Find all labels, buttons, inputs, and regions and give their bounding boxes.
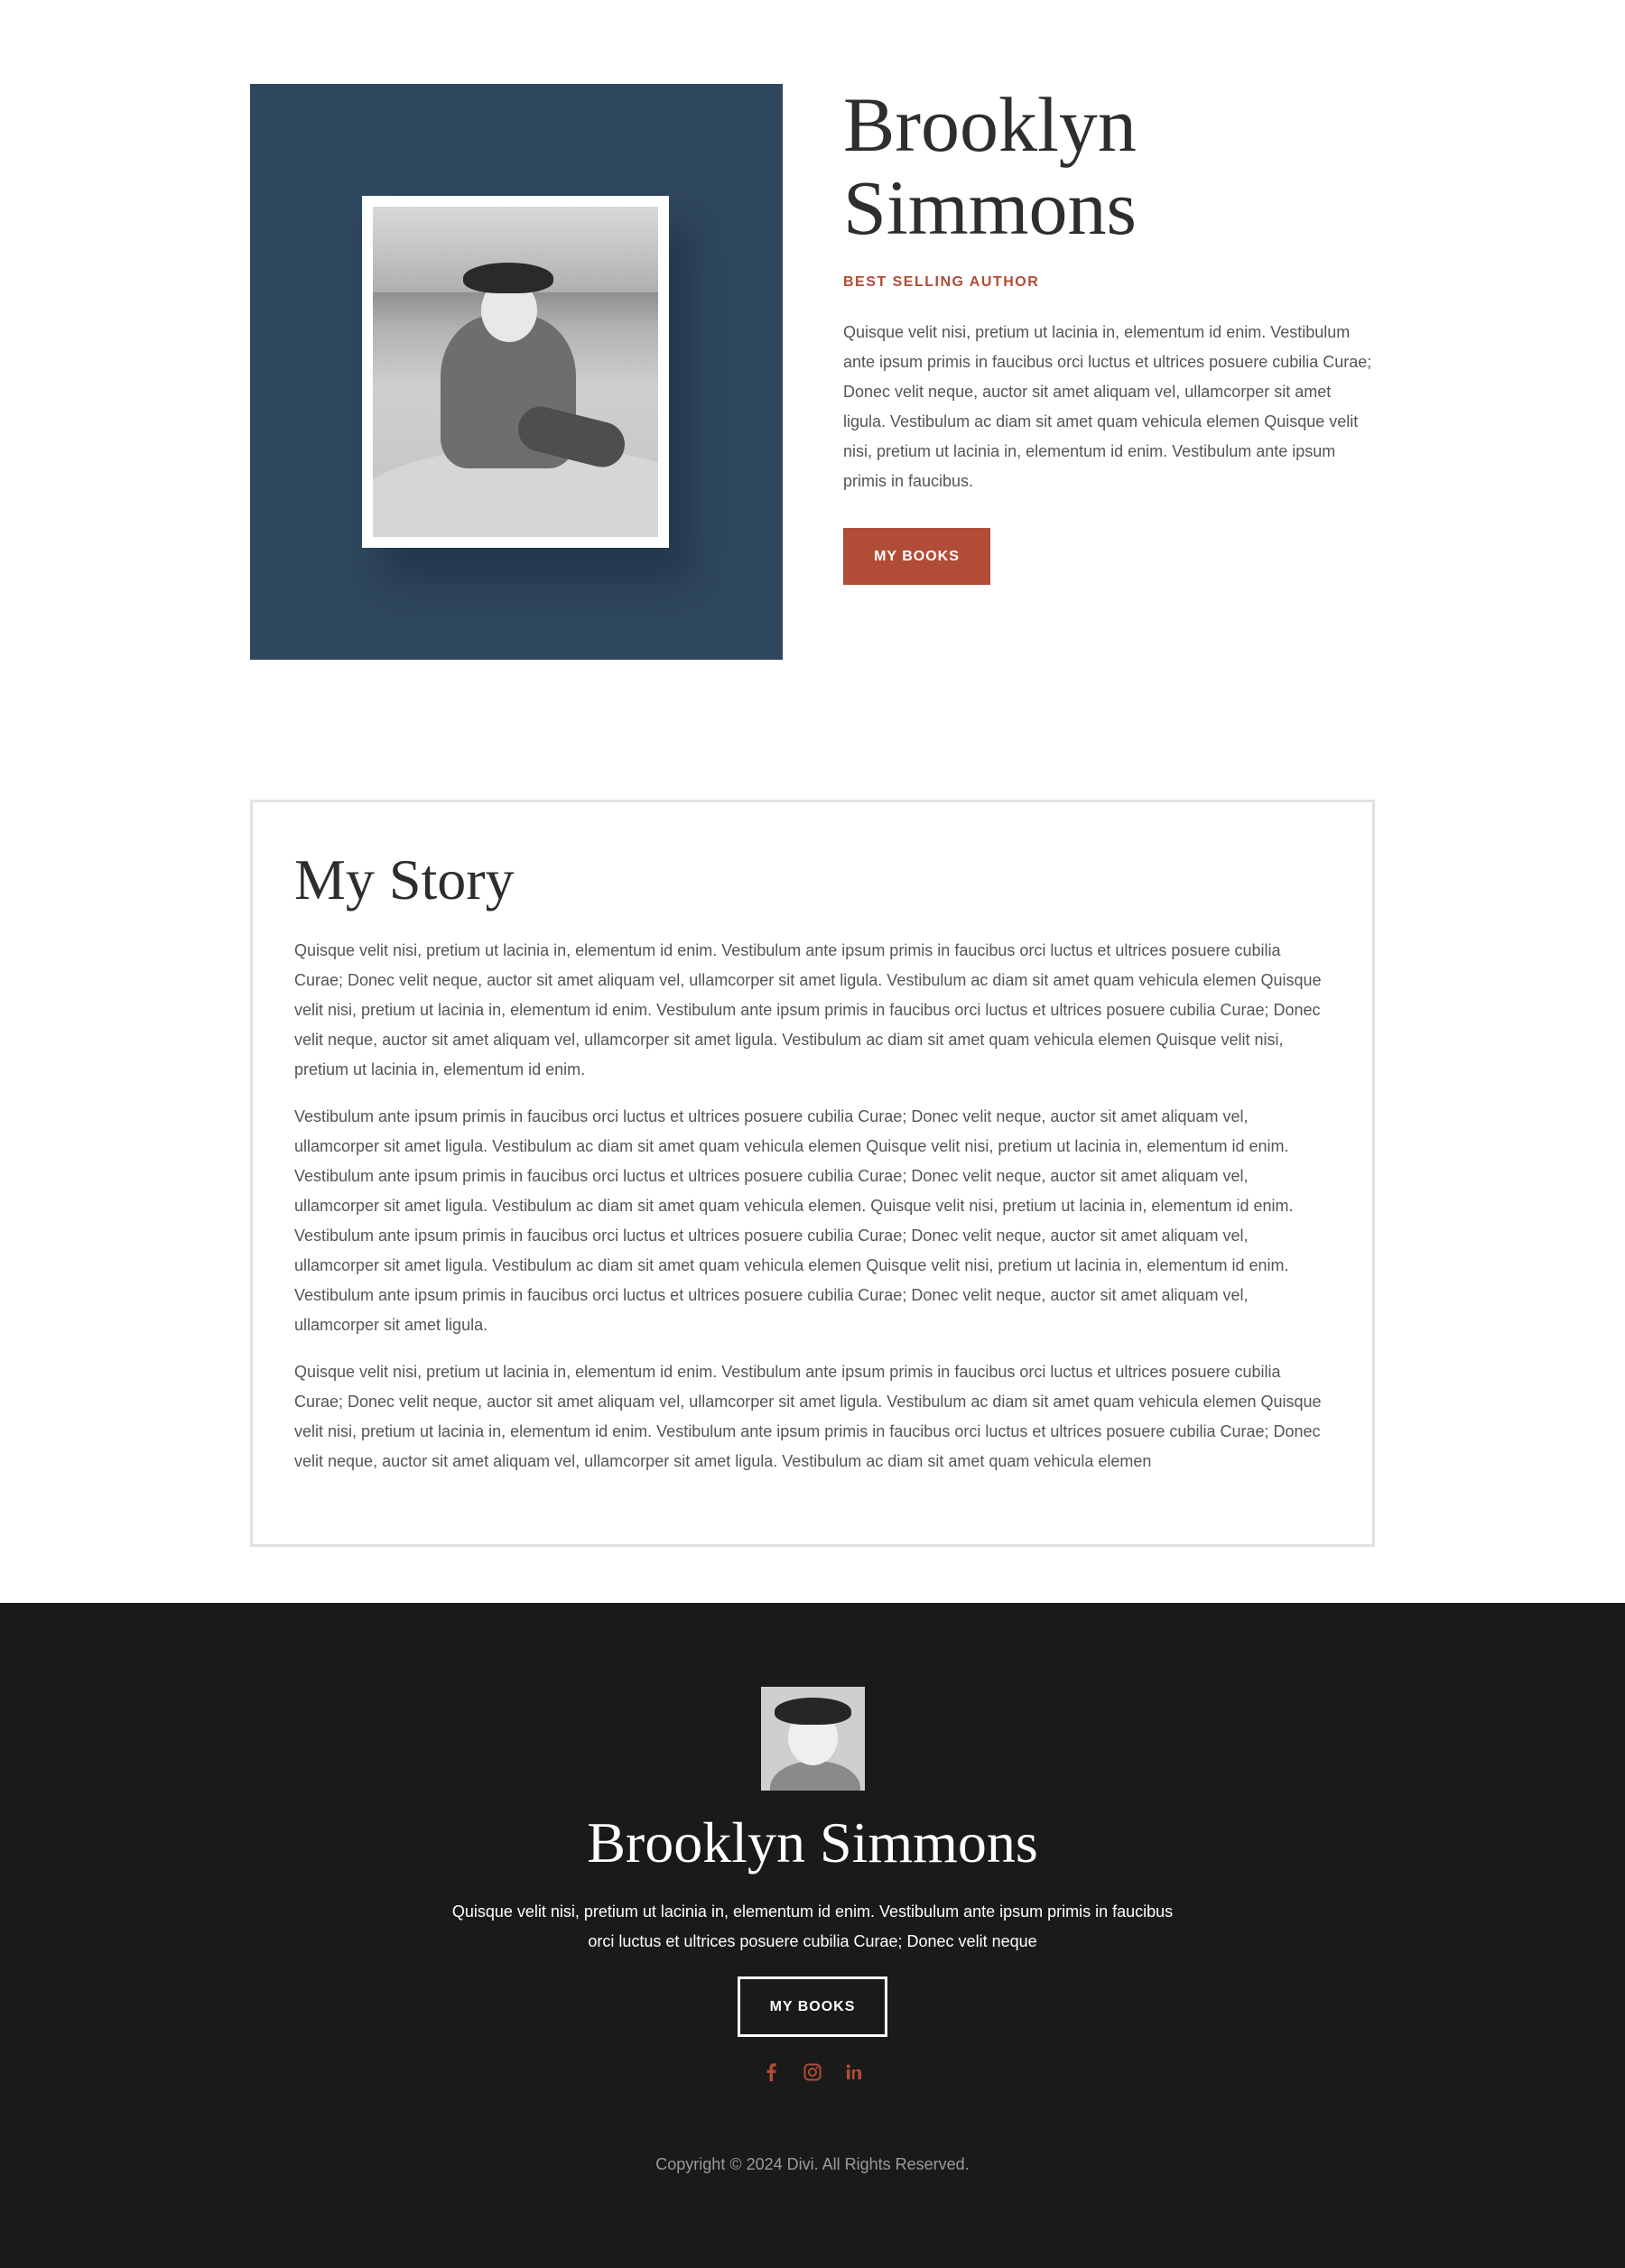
copyright-text: Copyright © 2024 Divi. All Rights Reserved. [655,2155,970,2173]
my-books-button[interactable]: MY BOOKS [843,528,990,585]
facebook-icon[interactable] [760,2059,782,2086]
author-portrait-frame [362,196,669,548]
story-paragraph-3: Quisque velit nisi, pretium ut lacinia in, elementum id enim. Vestibulum ante ipsum primis in faucibus orci luctus et ultrices posuere cubilia Curae; Donec velit neque, auctor sit amet aliquam vel, ullamcorper sit amet ligula. Vestibulum ac diam sit amet quam vehicula elemen Quisque velit nisi, pretium ut lacinia in, elementum id enim. Vestibulum ante ipsum primis in faucibus orci luctus et ultrices posuere cubilia Curae; Donec velit neque, auctor sit amet aliquam vel, ullamcorper sit amet ligula. Vestibulum ac diam sit amet quam vehicula elemen [294,1363,1322,1470]
footer [0,1603,1625,2268]
story-title: My Story [294,847,515,912]
hero-description: Quisque velit nisi, pretium ut lacinia in, elementum id enim. Vestibulum ante ipsum primis in faucibus orci luctus et ultrices posuere cubilia Curae; Donec velit neque, auctor sit amet aliquam vel, ullamcorper sit amet ligula. Vestibulum ac diam sit amet quam vehicula elemen Quisque velit nisi, pretium ut lacinia in, elementum id enim. Vestibulum ante ipsum primis in faucibus. [843,323,1372,490]
hero-author-name: Brooklyn Simmons [843,81,1137,251]
my-story-section [250,800,1375,1547]
footer-description: Quisque velit nisi, pretium ut lacinia in, elementum id enim. Vestibulum ante ipsum primis in faucibus orci luctus et ultrices posuere cubilia Curae; Donec velit neque [451,1902,1174,1950]
hero-image-panel [250,84,783,660]
footer-author-name: Brooklyn Simmons [587,1810,1038,1875]
author-portrait-photo [373,207,658,537]
story-paragraph-1: Quisque velit nisi, pretium ut lacinia in, elementum id enim. Vestibulum ante ipsum primis in faucibus orci luctus et ultrices posuere cubilia Curae; Donec velit neque, auctor sit amet aliquam vel, ullamcorper sit amet ligula. Vestibulum ac diam sit amet quam vehicula elemen Quisque velit nisi, pretium ut lacinia in, elementum id enim. Vestibulum ante ipsum primis in faucibus orci luctus et ultrices posuere cubilia Curae; Donec velit neque, auctor sit amet aliquam vel, ullamcorper sit amet ligula. Vestibulum ac diam sit amet quam vehicula elemen Quisque velit nisi, pretium ut lacinia in, elementum id enim. [294,941,1322,1078]
story-paragraph-2: Vestibulum ante ipsum primis in faucibus orci luctus et ultrices posuere cubilia Curae; Donec velit neque, auctor sit amet aliquam vel, ullamcorper sit amet ligula. Vestibulum ac diam sit amet quam vehicula elemen Quisque velit nisi, pretium ut lacinia in, elementum id enim. Vestibulum ante ipsum primis in faucibus orci luctus et ultrices posuere cubilia Curae; Donec velit neque, auctor sit amet aliquam vel, ullamcorper sit amet ligula. Vestibulum ac diam sit amet quam vehicula elemen. Quisque velit nisi, pretium ut lacinia in, elementum id enim. Vestibulum ante ipsum primis in faucibus orci luctus et ultrices posuere cubilia Curae; Donec velit neque, auctor sit amet aliquam vel, ullamcorper sit amet ligula. Vestibulum ac diam sit amet quam vehicula elemen Quisque velit nisi, pretium ut lacinia in, elementum id enim. Vestibulum ante ipsum primis in faucibus orci luctus et ultrices posuere cubilia Curae; Donec velit neque, auctor sit amet aliquam vel, ullamcorper sit amet ligula. [294,1107,1294,1334]
instagram-icon[interactable] [802,2059,823,2086]
footer-avatar [761,1687,865,1791]
linkedin-icon[interactable] [843,2059,865,2086]
footer-my-books-button[interactable]: MY BOOKS [738,1976,887,2037]
social-links [0,2059,1625,2086]
hero-subtitle: BEST SELLING AUTHOR [843,274,1040,290]
